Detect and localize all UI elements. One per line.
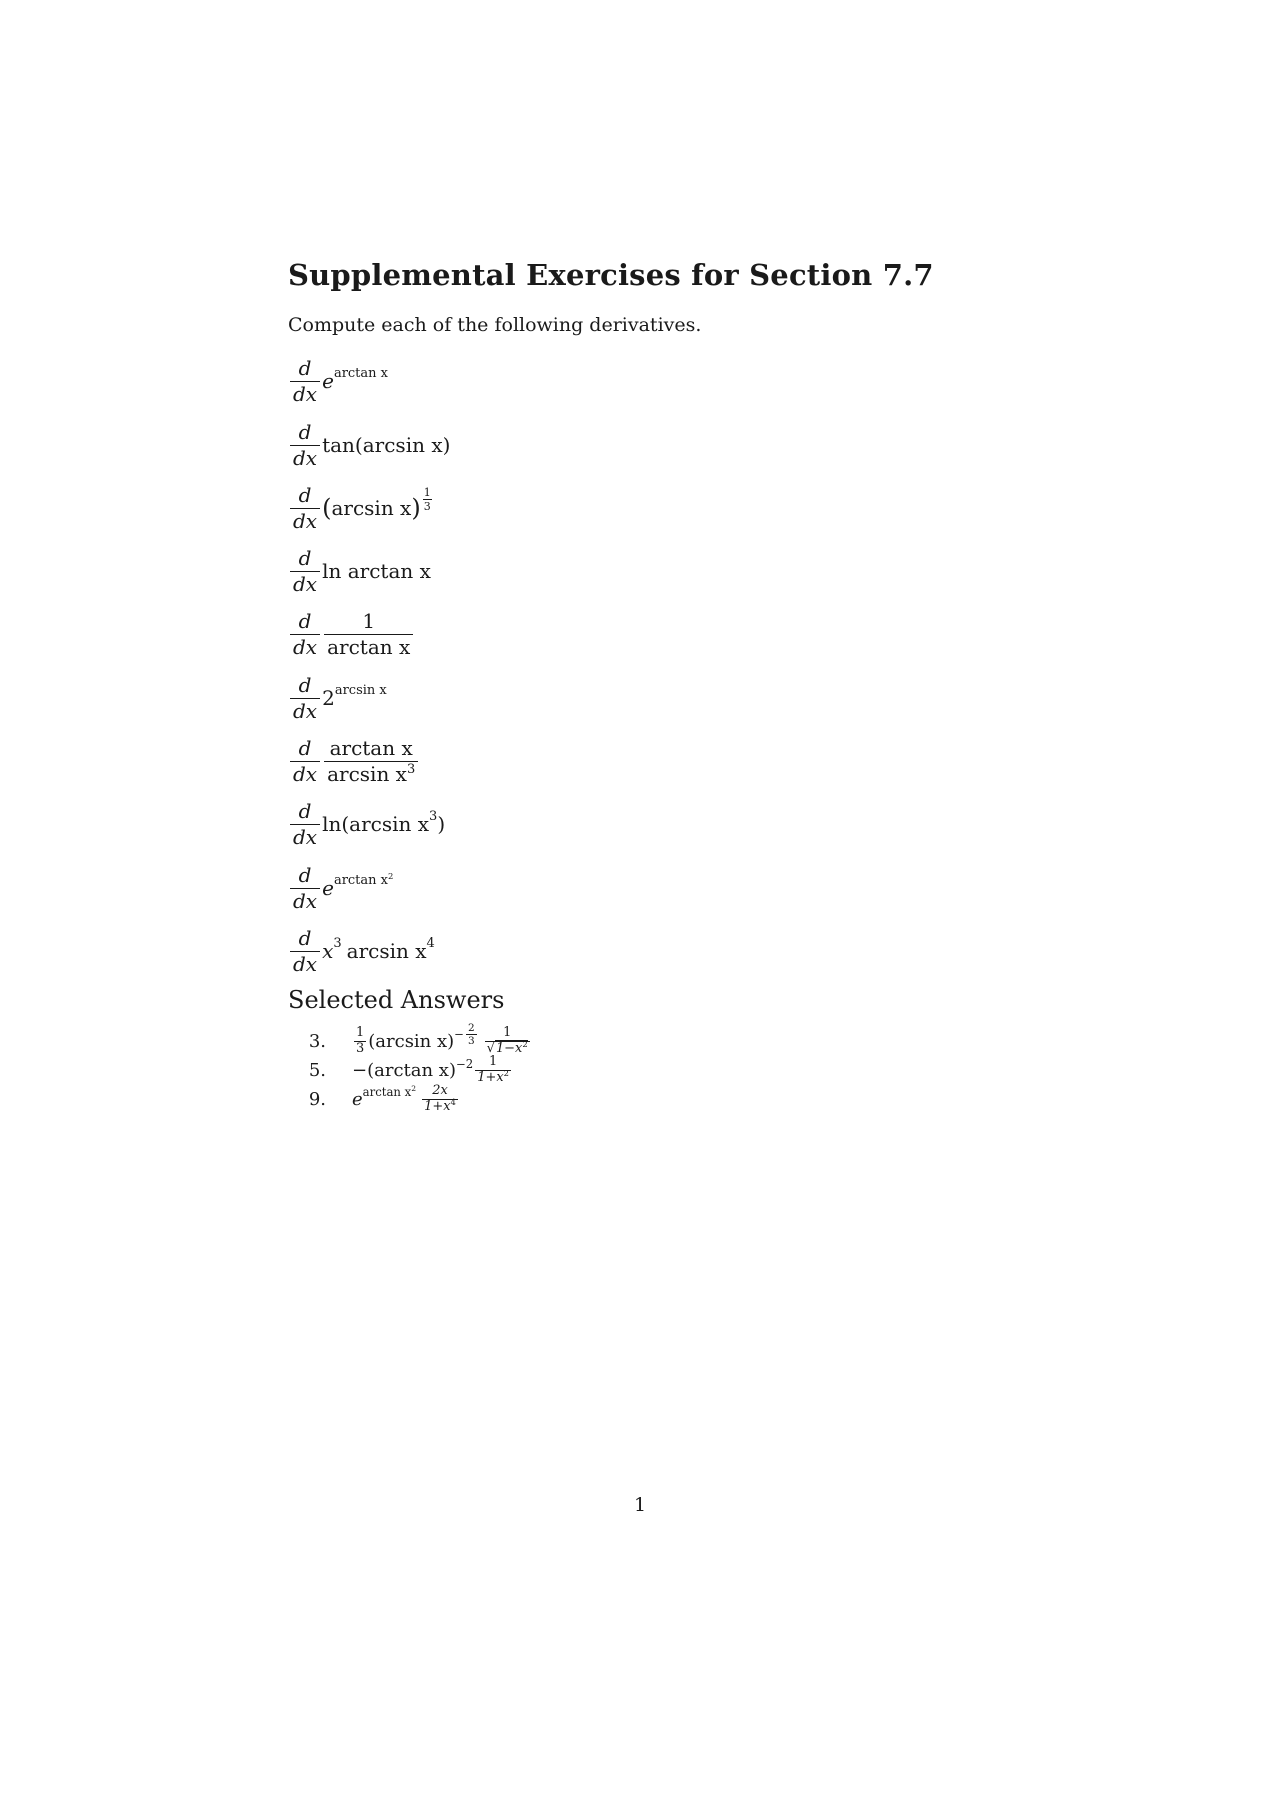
exercise-expression (288, 608, 415, 659)
exercise-expression: $\frac{d}{dx}$ x $^3$ arcsin x $^4$ (288, 928, 435, 975)
derivative-operator: $\frac{d}{dx}$ (290, 611, 320, 658)
exercise-expression: $\frac{d}{dx}$ e $^{arctan x^2}$ (288, 865, 393, 912)
expression-fraction: $\frac{1}{\text{arctan x}}$ (324, 611, 413, 658)
exercise-9 (288, 858, 393, 918)
derivative-operator: $\frac{d}{dx}$ (290, 928, 320, 975)
answer-expression: 1 3 (arcsin x) $^{- \frac{2}{3}}$ 1 $√1-x^2$ (356, 1021, 528, 1056)
derivative-operator: $\frac{d}{dx}$ (290, 738, 320, 785)
answer-3 (288, 1021, 532, 1056)
exercise-expression: $\frac{d}{dx}$ ( arcsin x ) $\frac{1}{3}$ (288, 485, 432, 532)
exercise-expression: $\frac{d}{dx}$ tan(arcsin x) (288, 422, 450, 469)
exercise-expression: $\frac{d}{dx}$ 2 $^{arcsin x}$ (288, 675, 387, 722)
expression-fraction: $\frac{\text{arctan x}}{\arcsin x^3}$ (324, 738, 418, 785)
page-number: 1 (633, 1494, 647, 1516)
answer-expression: e $^{arctan x^2}$ 2x $1+x^4$ (352, 1082, 456, 1114)
exercise-5 (288, 604, 415, 664)
page-title: Supplemental Exercises for Section 7.7 (288, 258, 934, 292)
answer-expression: −(arctan x) $^{-2}$ 1 $1+x^2$ (352, 1053, 509, 1085)
instructions: Compute each of the following derivatives. (288, 314, 702, 336)
exercise-expression: $\frac{d}{dx}$ e $^{arctan x}$ (288, 358, 388, 405)
exercise-2 (288, 415, 450, 475)
answers-heading: Selected Answers (288, 986, 505, 1014)
derivative-operator: $\frac{d}{dx}$ (290, 801, 320, 848)
exercise-1 (288, 351, 388, 411)
exercise-3 (288, 478, 432, 538)
answer-number: 9. (308, 1088, 326, 1110)
exercise-expression: $\frac{d}{dx}$ ln(arcsin x $^3$ ) (288, 801, 445, 848)
exercise-7 (288, 731, 420, 791)
exercise-8 (288, 794, 445, 854)
page-content (288, 258, 1008, 1114)
answer-9 (288, 1084, 460, 1114)
answer-number: 3. (308, 1030, 326, 1052)
derivative-operator: $\frac{d}{dx}$ (290, 485, 320, 532)
answer-5 (288, 1055, 513, 1085)
exponent-fraction: $\frac{1}{3}$ (423, 485, 431, 513)
exercise-expression: $\frac{d}{dx}$ ln arctan x (288, 548, 431, 595)
derivative-operator: $\frac{d}{dx}$ (290, 548, 320, 595)
derivative-operator: $\frac{d}{dx}$ (290, 358, 320, 405)
derivative-operator: $\frac{d}{dx}$ (290, 422, 320, 469)
derivative-operator: $\frac{d}{dx}$ (290, 675, 320, 722)
exercise-6 (288, 668, 387, 728)
answer-number: 5. (308, 1059, 326, 1081)
exercise-10 (288, 921, 435, 981)
derivative-operator: $\frac{d}{dx}$ (290, 865, 320, 912)
exercise-expression (288, 735, 420, 786)
exercise-4 (288, 541, 431, 601)
